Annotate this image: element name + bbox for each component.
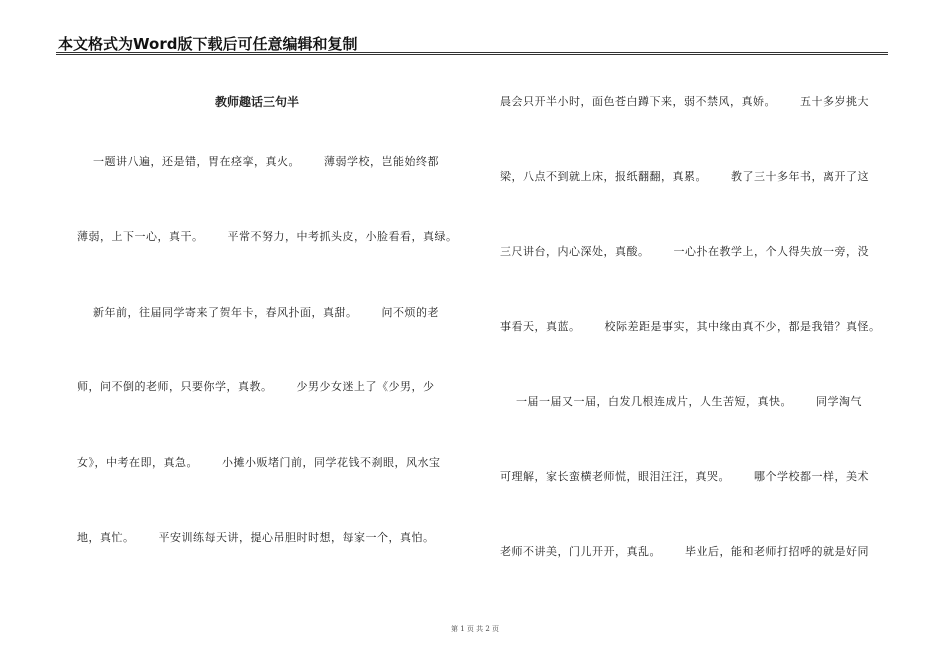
text-line: 梁，八点不到就上床，报纸翻翻，真累。 教了三十多年书，离开了这: [500, 170, 869, 183]
page-footer: 第 1 页 共 2 页: [450, 625, 500, 633]
text-line: 师，问不倒的老师，只要你学，真教。 少男少女迷上了《少男，少: [77, 380, 435, 393]
doc-title: 教师趣话三句半: [215, 95, 300, 109]
text-line: 薄弱，上下一心，真干。 平常不努力，中考抓头皮，小脸看看，真绿。: [77, 230, 458, 243]
text-line: 三尺讲台，内心深处，真酸。 一心扑在教学上，个人得失放一旁，没: [500, 245, 869, 258]
header-title: 本文格式为Word版下载后可任意编辑和复制: [58, 35, 358, 53]
header-rule: [56, 52, 888, 55]
text-line: 老师不讲美，门儿开开，真乱。 毕业后，能和老师打招呼的就是好同: [500, 545, 869, 558]
text-line: 可理解，家长蛮横老师慌，眼泪汪汪，真哭。 哪个学校都一样，美术: [500, 470, 869, 483]
text-line: 地，真忙。 平安训练每天讲，提心吊胆时时想，每家一个，真怕。: [77, 531, 435, 544]
text-line: 一届一届又一届，白发几根连成片，人生苦短，真快。 同学淘气: [500, 395, 862, 408]
text-line: 晨会只开半小时，面色苍白蹲下来，弱不禁风，真娇。 五十多岁挑大: [500, 95, 869, 108]
text-line: 事看天，真蓝。 校际差距是事实，其中缘由真不少，都是我错？真怪。: [500, 320, 881, 333]
text-line: 一题讲八遍，还是错，胃在痉挛，真火。 薄弱学校，岂能始终都: [77, 155, 439, 168]
text-line: 女》，中考在即，真急。 小摊小贩堵门前，同学花钱不刹眼，风水宝: [77, 456, 441, 469]
text-line: 新年前，往届同学寄来了贺年卡，春风扑面，真甜。 问不烦的老: [77, 306, 439, 319]
